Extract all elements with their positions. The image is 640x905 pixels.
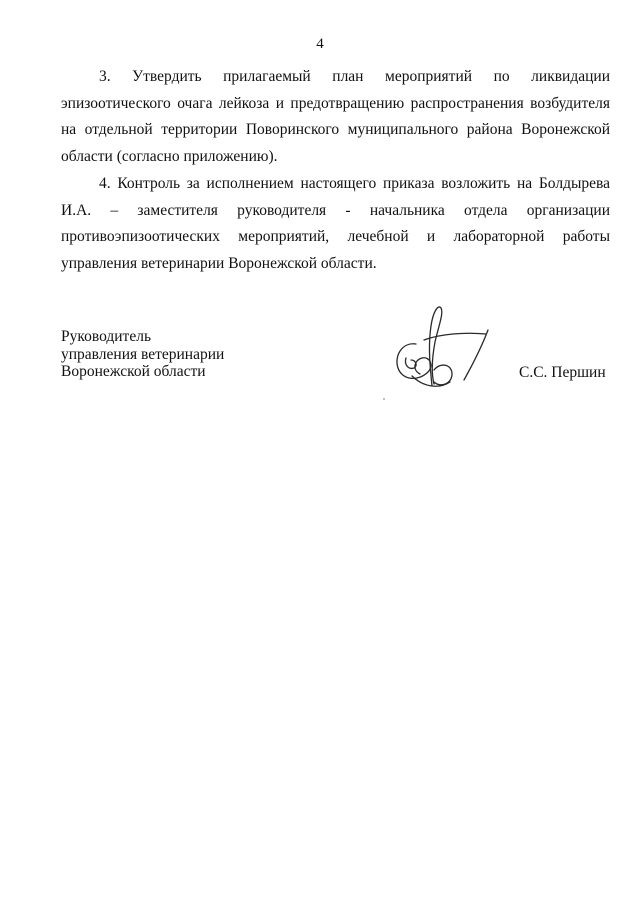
signatory-position-line-2: управления ветеринарии xyxy=(61,345,225,363)
signature-stroke-tail xyxy=(464,330,488,380)
page-number: 4 xyxy=(316,36,324,52)
signatory-name: С.С. Першин xyxy=(519,364,606,381)
paragraph-item-4: 4. Контроль за исполнением настоящего приказа возложить на Болдырева И.А. – заместителя руководителя - начальника отдела организации противоэпизоотических мероприятий, лечебной и лабораторной работы управления ветеринарии Воронежской области. xyxy=(61,175,610,272)
signatory-position-line-1: Руководитель xyxy=(61,328,152,345)
signatory-position xyxy=(61,328,224,381)
handwritten-signature xyxy=(378,300,498,400)
paragraph-item-3: 3. Утвердить прилагаемый план мероприятий по ликвидации эпизоотического очага лейкоза и предотвращению распространения возбудителя на отдельной территории Поворинского муниципального района Воронежской области (согласно приложению). xyxy=(61,68,610,165)
scan-speck xyxy=(383,398,385,400)
signature-stroke-main xyxy=(429,307,441,386)
signatory-position-line-3: Воронежской области xyxy=(61,363,206,380)
signature-stroke-cross xyxy=(424,333,486,340)
